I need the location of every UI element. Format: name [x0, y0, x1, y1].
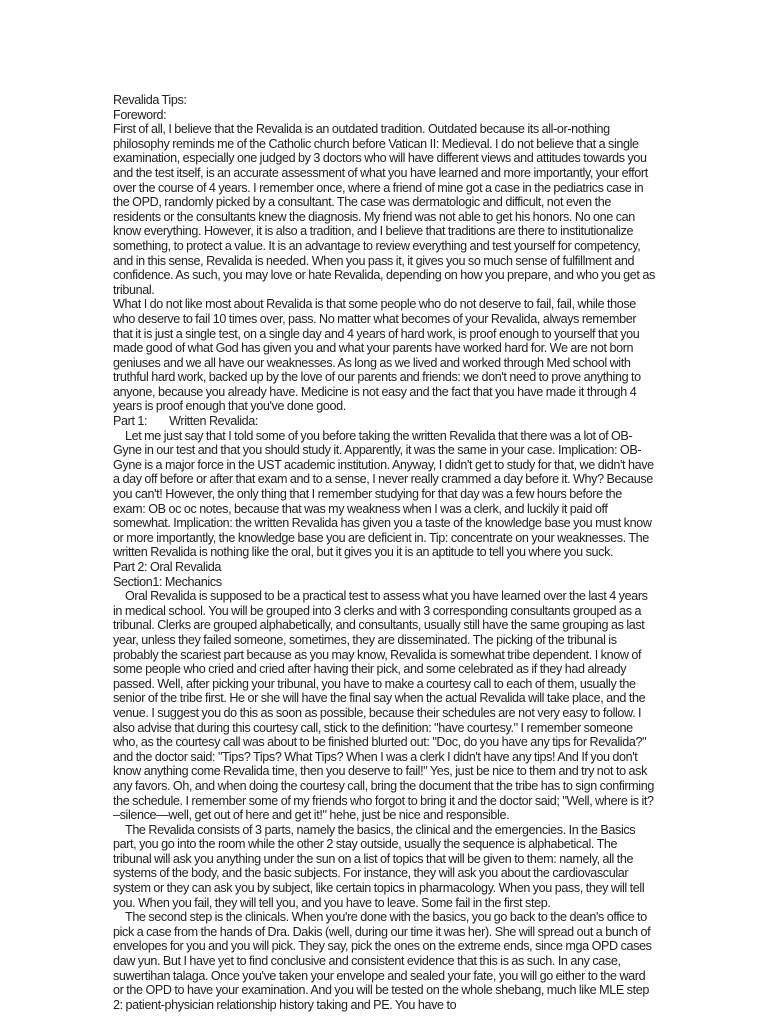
part1-label: Part 1: [113, 414, 148, 429]
part2-paragraph-1: Oral Revalida is supposed to be a practical test to assess what you have learned over the last 4 years in medical school. You will be grouped into 3 clerks and with 3 corresponding consultants grouped as a tribunal. Clerks are grouped alphabetically, and consultants, usually still have the same grouping as last year, unless they failed someone, sometimes, they are disseminated. The picking of the tribunal is probably the scariest part because as you may know, Revalida is somewhat tribe dependent. I know of some people who cried and cried after having their pick, and some celebrated as if they had already passed. Well, after picking your tribunal, you have to make a courtesy call to each of them, usually the senior of the tribe first. He or she will have the final say when the actual Revalida will take place, and the venue. I suggest you do this as soon as possible, because their schedules are not very easy to follow. I also advise that during this courtesy call, stick to the definition: "have courtesy." I remember someone who, as the courtesy call was about to be finished blurted out: "Doc, do you have any tips for Revalida?" and the doctor said: "Tips? Tips? What Tips? When I was a clerk I didn't have any tips! And If you don't know anything come Revalida time, then you deserve to fail!" Yes, just be nice to them and try not to ask any favors. Oh, and when doing the courtesy call, bring the document that the tribe has to sign confirming the schedule. I remember some of my friends who forgot to bring it and the doctor said; "Well, where is it? –silence—well, get out of here and get it!" hehe, just be nice and responsible. [113, 589, 654, 823]
part1-paragraph-1: Let me just say that I told some of you before taking the written Revalida that there was a lot of OB-Gyne in our test and that you should study it. Apparently, it was the same in your case. Implication: OB-Gyne is a major force in the UST academic institution. Anyway, I didn't get to study for that, we didn't have a day off before or after that exam and to a sense, I never really crammed a day before it. Why? Because you can't! However, the only thing that I remember studying for that day was a few hours before the exam: OB oc oc notes, because that was my weakness when I was a clerk, and luckily it paid off somewhat. Implication: the written Revalida has given you a taste of the knowledge base you must know or more importantly, the knowledge base you are deficient in. Tip: concentrate on your weaknesses. The written Revalida is nothing like the oral, but it gives you it is an aptitude to tell you where you suck. [113, 428, 654, 560]
part2-paragraph-2: The Revalida consists of 3 parts, namely the basics, the clinical and the emergencies. In the Basics part, you go into the room while the other 2 stay outside, usually the sequence is alphabetical. The tribunal will ask you anything under the sun on a list of topics that will be given to them: namely, all the systems of the body, and the basic subjects. For instance, they will ask you about the cardiovascular system or they can ask you by subject, like certain topics in pharmacology. When you pass, they will tell you. When you fail, they will tell you, and you have to leave. Some fail in the first step. [113, 822, 645, 910]
part2-paragraph-3: The second step is the clinicals. When you're done with the basics, you go back to the dean's office to pick a case from the hands of Dra. Dakis (well, during our time it was her). She will spread out a bunch of envelopes for you and you will pick. They say, pick the ones on the extreme ends, since mga OPD cases daw yun. But I have yet to find conclusive and consistent evidence that this is as such. In any case, suwertihan talaga. Once you've taken your envelope and sealed your fate, you will go either to the ward or the OPD to have your examination. And you will be tested on the whole shebang, much like MLE step 2: patient-physician relationship history taking and PE. You have to [113, 910, 652, 1012]
foreword-heading: Foreword: [113, 107, 167, 122]
part1-title: Written Revalida: [169, 414, 259, 429]
foreword-paragraph-2: What I do not like most about Revalida is that some people who do not deserve to fail, fail, while those who deserve to fail 10 times over, pass. No matter what becomes of your Revalida, always remember that it is just a single test, on a single day and 4 years of hard work, is proof enough to yourself that you made good of what God has given you and what your parents have worked hard for. We are not born geniuses and we all have our weaknesses. As long as we lived and worked through Med school with truthful hard work, backed up by the love of our parents and friends: we don't need to prove anything to anyone, because you already have. Medicine is not easy and the fact that you have made it through 4 years is proof enough that you've done good. [113, 297, 641, 414]
section1-heading: Section1: Mechanics [113, 574, 222, 589]
part1-heading [113, 414, 656, 429]
document-title: Revalida Tips: [113, 93, 187, 107]
part2-heading: Part 2: Oral Revalida [113, 560, 222, 574]
foreword-paragraph-1: First of all, I believe that the Revalida is an outdated tradition. Outdated because its all-or-nothing philosophy reminds me of the Catholic church before Vatican II: Medieval. I do not believe that a single examination, especially one judged by 3 doctors who will have different views and attitudes towards you and the test itself, is an accurate assessment of what you have learned and more importantly, your effort over the course of 4 years. I remember once, where a friend of mine got a case in the pediatrics case in the OPD, randomly picked by a consultant. The case was dermatologic and difficult, not even the residents or the consultants knew the diagnosis. My friend was not able to get his honors. No one can know everything. However, it is also a tradition, and I believe that traditions are there to institutionalize something, to protect a value. It is an advantage to review everything and test yourself for competency, and in this sense, Revalida is needed. When you pass it, it gives you so much sense of fulfillment and confidence. As such, you may love or hate Revalida, depending on how you prepare, and who you get as tribunal. [113, 122, 655, 297]
